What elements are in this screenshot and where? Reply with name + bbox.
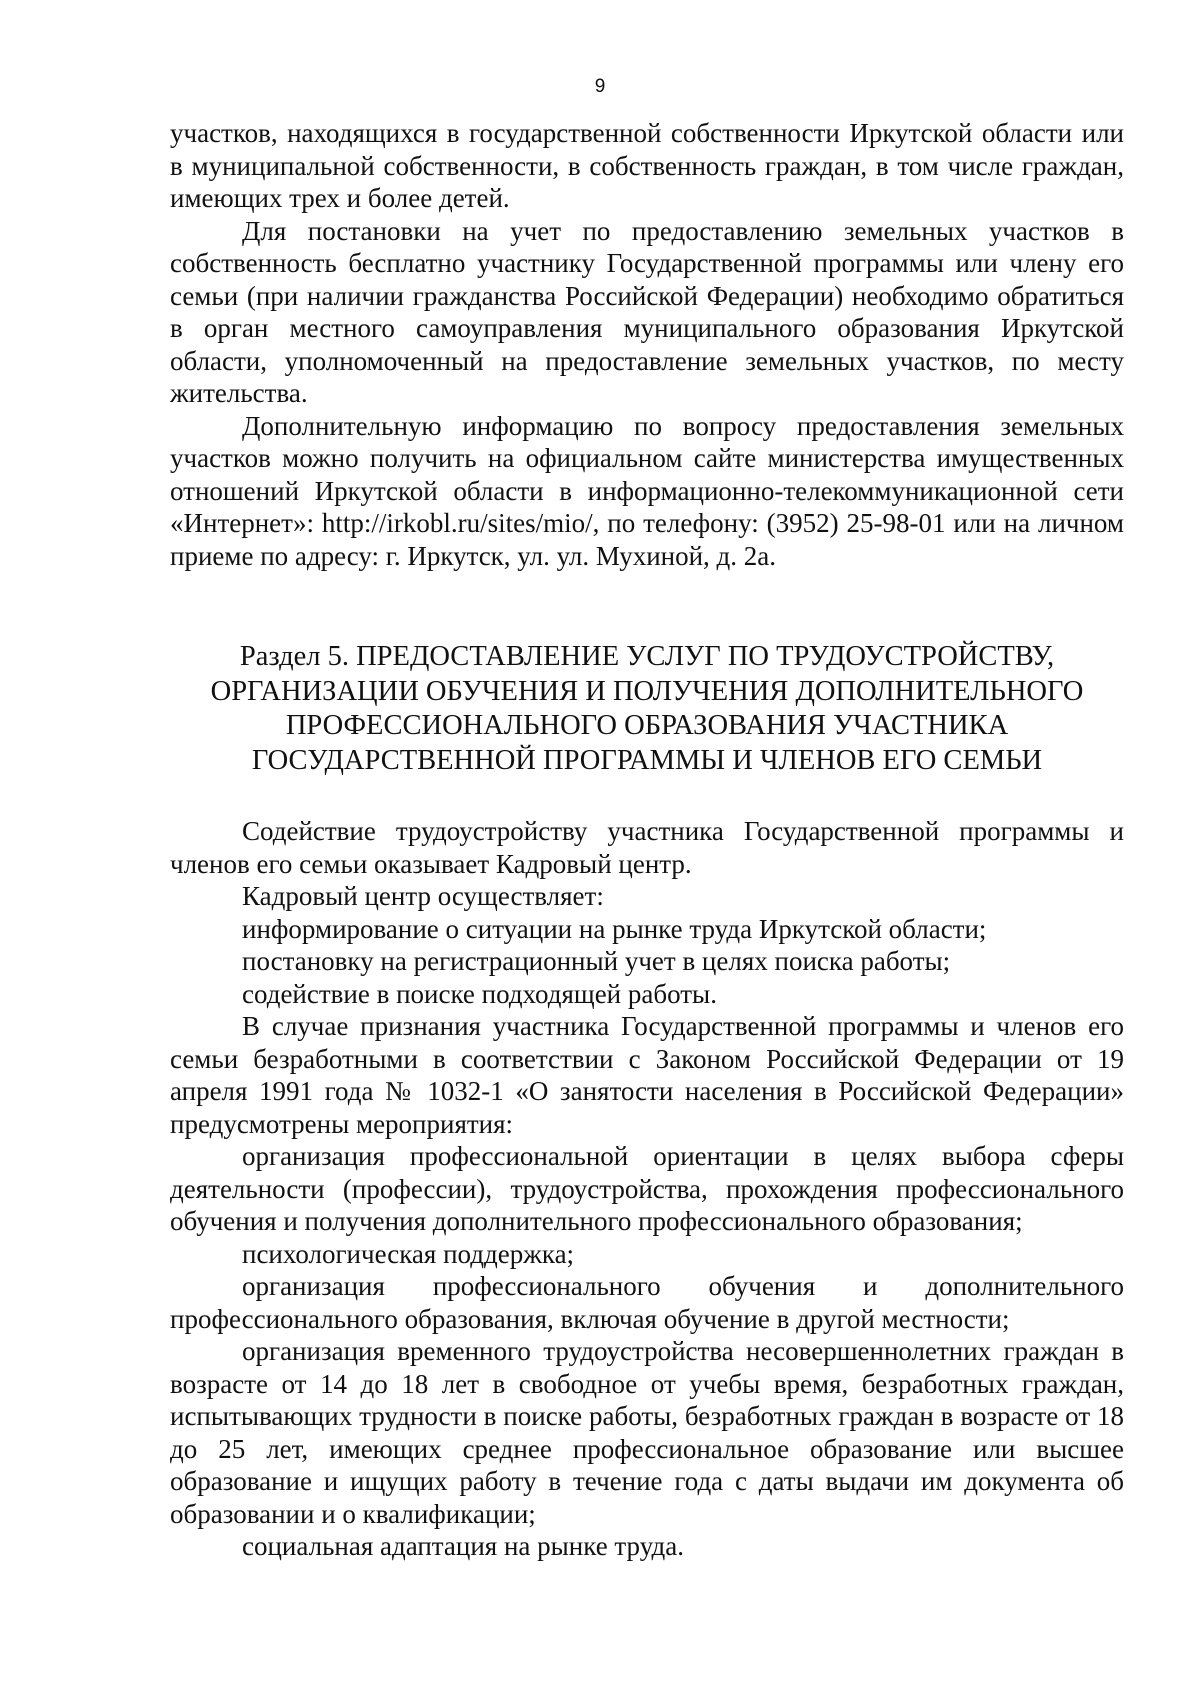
body-paragraph-6: В случае признания участника Государственной программы и членов его семьи безработными в соответствии с Законом Российской Федерации от 19 апреля 1991 года № 1032-1 «О занятости населения в Российской Федерации» предусмотрены мероприятия: (170, 1011, 1124, 1139)
body-paragraph-9: организация профессионального обучения и дополнительного профессионального образования, включая обучение в другой местности; (170, 1271, 1124, 1334)
body-paragraph-11: социальная адаптация на рынке труда. (242, 1531, 684, 1561)
body-paragraph-4: постановку на регистрационный учет в целях поиска работы; (242, 946, 951, 976)
intro-paragraph-2: Для постановки на учет по предоставлению земельных участков в собственность бесплатно участнику Государственной программы или члену его семьи (при наличии гражданства Российской Федерации) необходимо обратиться в орган местного самоуправления муниципального образования Иркутской области, уполномоченный на предоставление земельных участков, по месту жительства. (170, 215, 1124, 408)
intro-text (170, 117, 1124, 572)
section-title (170, 640, 1124, 778)
body-paragraph-3: информирование о ситуации на рынке труда Иркутской области; (242, 913, 987, 944)
body-paragraph-2: Кадровый центр осуществляет: (242, 881, 604, 911)
section-title-line: ПРОФЕССИОНАЛЬНОГО ОБРАЗОВАНИЯ УЧАСТНИКА (285, 710, 1009, 741)
section-title-line: Раздел 5. ПРЕДОСТАВЛЕНИЕ УСЛУГ ПО ТРУДОУСТРОЙСТВУ, (239, 641, 1055, 672)
page-number: 9 (594, 76, 606, 97)
section-body (170, 815, 1124, 1563)
intro-paragraph-1: участков, находящихся в государственной собственности Иркутской области или в муниципальной собственности, в собственность граждан, в том числе граждан, имеющих трех и более детей. (170, 118, 1124, 213)
body-paragraph-1: Содействие трудоустройству участника Государственной программы и членов его семьи оказывает Кадровый центр. (170, 816, 1124, 879)
body-paragraph-10: организация временного трудоустройства несовершеннолетних граждан в возрасте от 14 до 18 лет в свободное от учебы время, безработных граждан, испытывающих трудности в поиске работы, безработных граждан в возрасте от 18 до 25 лет, имеющих среднее профессиональное образование или высшее образование и ищущих работу в течение года с даты выдачи им документа об образовании и о квалификации; (170, 1336, 1124, 1529)
body-paragraph-5: содействие в поиске подходящей работы. (242, 978, 717, 1009)
intro-paragraph-3: Дополнительную информацию по вопросу предоставления земельных участков можно получить на официальном сайте министерства имущественных отношений Иркутской области в информационно-телекоммуникационной сети «Интернет»: http://irkobl.ru/sites/mio/, по телефону: (3952) 25-98-01 или на личном приеме по адресу: г. Иркутск, ул. ул. Мухиной, д. 2а. (170, 410, 1124, 571)
section-title-line: ГОСУДАРСТВЕННОЙ ПРОГРАММЫ И ЧЛЕНОВ ЕГО СЕМЬИ (251, 744, 1043, 776)
body-paragraph-7: организация профессиональной ориентации в целях выбора сферы деятельности (профессии), трудоустройства, прохождения профессионального обучения и получения дополнительного профессионального образования; (170, 1141, 1124, 1236)
section-title-line: ОРГАНИЗАЦИИ ОБУЧЕНИЯ И ПОЛУЧЕНИЯ ДОПОЛНИТЕЛЬНОГО (210, 675, 1084, 707)
body-paragraph-8: психологическая поддержка; (242, 1238, 575, 1269)
